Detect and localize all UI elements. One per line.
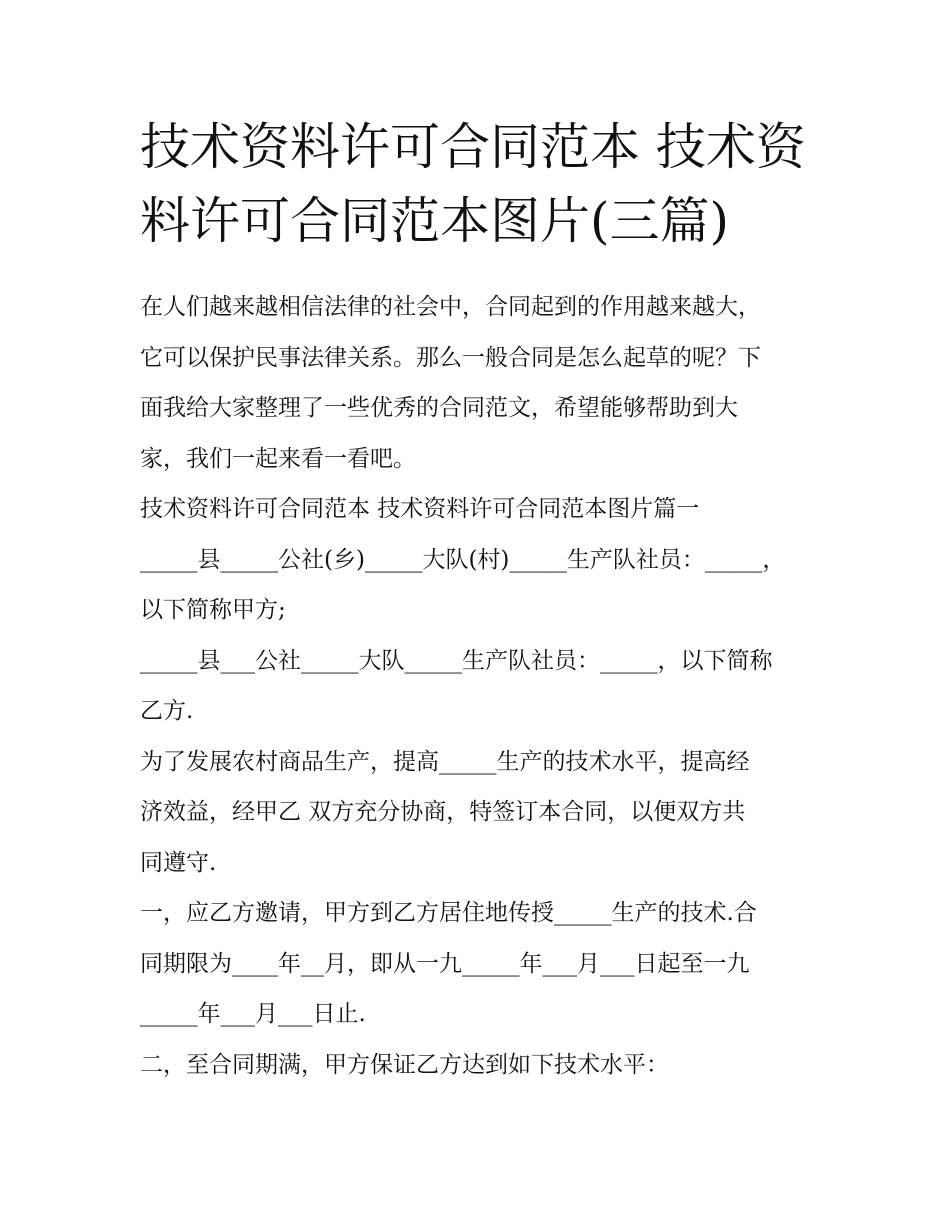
text-line: 济效益，经甲乙 双方充分协商，特签订本合同，以便双方共 (140, 799, 746, 825)
title-line: 料许可合同范本图片(三篇) (140, 192, 730, 250)
text-line: 面我给大家整理了一些优秀的合同范文，希望能够帮助到大 (140, 395, 738, 421)
text-line: _____县___公社_____大队_____生产队社员：_____，以下简称 (140, 647, 773, 674)
text-line: 以下简称甲方; (140, 597, 286, 623)
text-line: 乙方. (140, 698, 194, 724)
text-line: _____年___月___日止. (140, 1001, 366, 1027)
title-line: 技术资料许可合同范本 技术资 (140, 118, 806, 176)
text-line: 在人们越来越相信法律的社会中，合同起到的作用越来越大， (140, 294, 761, 320)
text-line: 同期限为____年__月，即从一九_____年___月___日起至一九 (140, 950, 750, 977)
party-a-paragraph (140, 535, 820, 636)
document-title (140, 110, 820, 258)
document-page (140, 110, 820, 1090)
clause-one-paragraph (140, 888, 820, 1040)
party-b-paragraph (140, 636, 820, 737)
text-line: 二，至合同期满，甲方保证乙方达到如下技术水平： (140, 1051, 669, 1078)
text-line: _____县_____公社(乡)_____大队(村)_____生产队社员：_____， (140, 546, 786, 573)
text-line: 家，我们一起来看一看吧。 (140, 445, 416, 472)
text-line: 同遵守. (140, 849, 217, 876)
text-line: 它可以保护民事法律关系。那么一般合同是怎么起草的呢？下 (140, 344, 761, 371)
text-line: 技术资料许可合同范本 技术资料许可合同范本图片篇一 (140, 496, 700, 522)
text-line: 一，应乙方邀请，甲方到乙方居住地传授_____生产的技术.合 (140, 900, 757, 926)
section-heading (140, 484, 820, 535)
intro-paragraph (140, 282, 820, 484)
document-body (140, 282, 820, 1090)
purpose-paragraph (140, 737, 820, 889)
text-line: 为了发展农村商品生产，提高_____生产的技术水平，提高经 (140, 748, 750, 775)
clause-two-paragraph (140, 1040, 820, 1091)
